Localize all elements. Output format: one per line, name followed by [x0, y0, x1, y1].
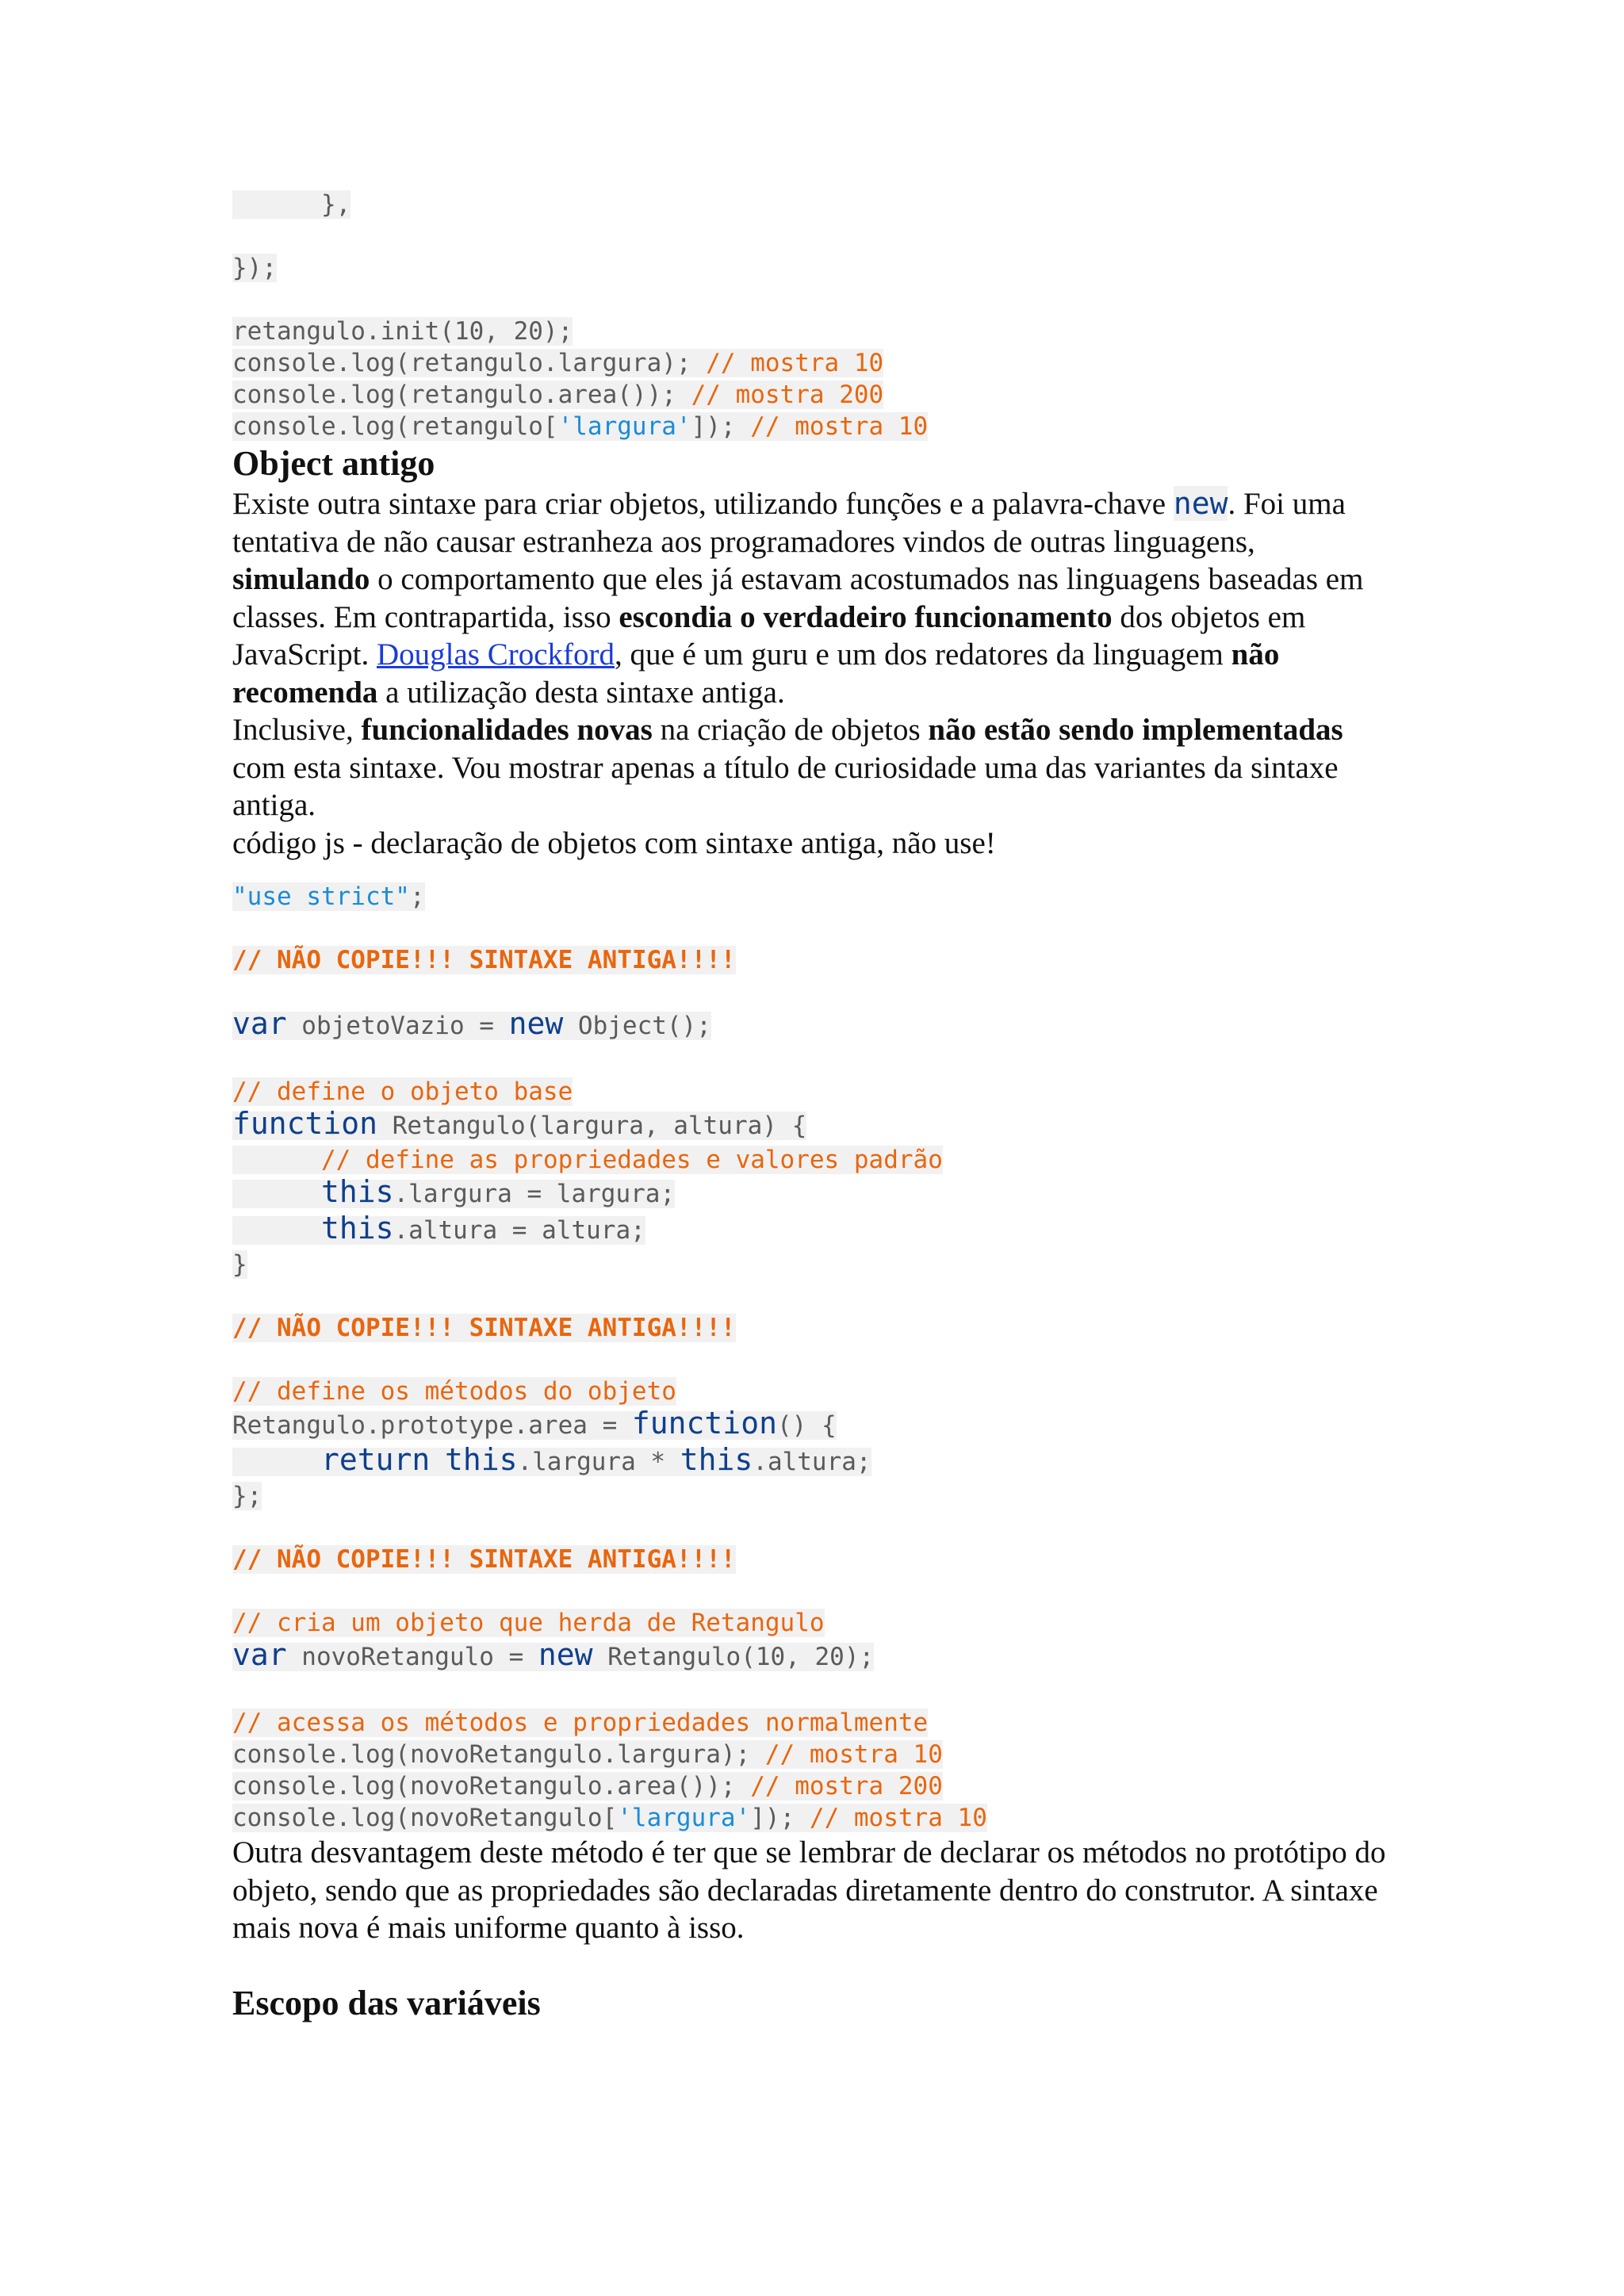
code-line: // define o objeto base: [232, 1077, 573, 1106]
code-line: console.log(novoRetangulo.largura); // mostra 10: [232, 1740, 943, 1769]
code-line: // define os métodos do objeto: [232, 1377, 676, 1406]
code-line: var novoRetangulo = new Retangulo(10, 20);: [232, 1637, 875, 1672]
code-line: // define as propriedades e valores padrão: [232, 1144, 1398, 1176]
code-line: retangulo.init(10, 20);: [232, 317, 573, 346]
code-line: console.log(retangulo.largura); // mostra 10: [232, 349, 884, 377]
section-heading-object-antigo: Object antigo: [232, 444, 435, 483]
code-line: console.log(retangulo.area()); // mostra 200: [232, 381, 884, 409]
paragraph: Outra desvantagem deste método é ter que se lembrar de declarar os métodos no protótipo do objeto, sendo que as propriedades são declaradas diretamente dentro do construtor. A sintaxe mais nova é mais uniforme quanto à isso.: [232, 1835, 1386, 1945]
code-line: }: [232, 1250, 247, 1279]
code-line: Retangulo.prototype.area = function() {: [232, 1406, 837, 1441]
code-line: this.largura = largura;: [232, 1176, 1398, 1212]
code-line: console.log(retangulo['largura']); // mostra 10: [232, 412, 929, 441]
code-line: this.altura = altura;: [232, 1212, 1398, 1249]
code-block-top: [232, 189, 1398, 442]
code-line: // NÃO COPIE!!! SINTAXE ANTIGA!!!!: [232, 1314, 736, 1342]
code-line: function Retangulo(largura, altura) {: [232, 1106, 807, 1141]
paragraph: Existe outra sintaxe para criar objetos, utilizando funções e a palavra-chave new. Foi uma tentativa de não causar estranheza aos programadores vindos de outras linguagens, simulando o comportamento que eles já estavam acostumados nas linguagens baseadas em classes. Em contrapartida, isso escondia o verdadeiro funcionamento dos objetos em JavaScript. Douglas Crockford, que é um guru e um dos redatores da linguagem não recomenda a utilização desta sintaxe antiga.: [232, 486, 1364, 710]
code-line: "use strict";: [232, 882, 425, 911]
code-line: console.log(novoRetangulo['largura']); // mostra 10: [232, 1804, 987, 1832]
code-line: var objetoVazio = new Object();: [232, 1006, 711, 1041]
section-body: [232, 485, 1398, 862]
code-line: return this.largura * this.altura;: [232, 1444, 1398, 1480]
code-line: };: [232, 1482, 262, 1510]
code-line: });: [232, 254, 277, 282]
section-heading-escopo: Escopo das variáveis: [232, 1983, 541, 2022]
code-line: // NÃO COPIE!!! SINTAXE ANTIGA!!!!: [232, 946, 736, 974]
page-content: [232, 189, 1398, 2025]
code-line: // cria um objeto que herda de Retangulo: [232, 1609, 825, 1637]
inline-code-new: new: [1173, 486, 1228, 521]
code-line: },: [232, 190, 351, 219]
douglas-crockford-link[interactable]: Douglas Crockford: [376, 637, 615, 672]
paragraph: Inclusive, funcionalidades novas na criação de objetos não estão sendo implementadas com esta sintaxe. Vou mostrar apenas a título de curiosidade uma das variantes da sintaxe antiga.: [232, 713, 1343, 822]
code-line: // acessa os métodos e propriedades normalmente: [232, 1709, 929, 1737]
code-line: console.log(novoRetangulo.area()); // mostra 200: [232, 1772, 943, 1800]
code-line: // NÃO COPIE!!! SINTAXE ANTIGA!!!!: [232, 1545, 736, 1574]
code-caption: código js - declaração de objetos com sintaxe antiga, não use!: [232, 825, 996, 860]
closing-paragraph-block: [232, 1834, 1398, 1947]
code-block-main: [232, 881, 1398, 1834]
